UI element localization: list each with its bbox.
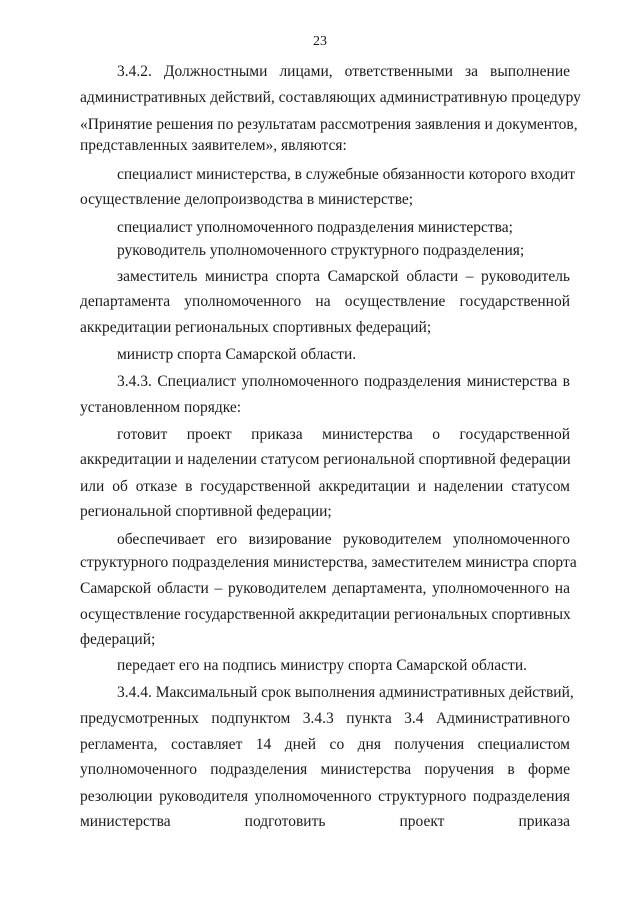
- text-line: осуществление государственной аккредитации региональных спортивных: [80, 606, 571, 623]
- text-line: административных действий, составляющих административную процедуру: [80, 89, 581, 106]
- text-line: осуществление делопроизводства в министерстве;: [80, 191, 414, 208]
- word: приказа: [518, 813, 570, 830]
- text-line: министр спорта Самарской области.: [117, 346, 357, 363]
- text-line: предусмотренных подпунктом 3.4.3 пункта 3.4 Административного: [80, 710, 570, 727]
- text-line: аккредитации и наделении статусом региональной спортивной федерации: [80, 451, 571, 468]
- text-line: резолюции руководителя уполномоченного структурного подразделения: [80, 788, 570, 805]
- text-line: готовит проект приказа министерства о государственной: [117, 426, 570, 443]
- text-line: обеспечивает его визирование руководителем уполномоченного: [117, 531, 570, 548]
- text-line: аккредитации региональных спортивных федераций;: [80, 319, 432, 336]
- text-line: представленных заявителем», являются:: [80, 137, 347, 154]
- word: министерства: [80, 813, 171, 830]
- page-number: 23: [313, 34, 327, 49]
- text-line: передает его на подпись министру спорта Самарской области.: [117, 657, 527, 674]
- text-line: специалист министерства, в служебные обязанности которого входит: [117, 166, 576, 183]
- text-line: структурного подразделения министерства, заместителем министра спорта: [80, 554, 577, 571]
- text-line: [80, 812, 570, 832]
- text-line: руководитель уполномоченного структурного подразделения;: [117, 242, 525, 259]
- text-line: или об отказе в государственной аккредитации и наделении статусом: [80, 478, 570, 495]
- text-line: 3.4.4. Максимальный срок выполнения административных действий,: [117, 684, 574, 701]
- text-line: регламента, составляет 14 дней со дня получения специалистом: [80, 736, 570, 753]
- text-line: «Принятие решения по результатам рассмотрения заявления и документов,: [80, 116, 578, 133]
- text-line: региональной спортивной федерации;: [80, 503, 332, 520]
- text-line: установленном порядке:: [80, 399, 242, 416]
- text-line: специалист уполномоченного подразделения министерства;: [117, 219, 513, 236]
- word: проект: [399, 813, 445, 830]
- text-line: заместитель министра спорта Самарской области – руководитель: [117, 268, 570, 285]
- text-line: уполномоченного подразделения министерства поручения в форме: [80, 761, 570, 778]
- text-line: федераций;: [80, 631, 156, 648]
- text-line: департамента уполномоченного на осуществление государственной: [80, 293, 570, 310]
- word: подготовить: [244, 813, 326, 830]
- text-line: 3.4.2. Должностными лицами, ответственными за выполнение: [117, 63, 570, 80]
- text-line: 3.4.3. Специалист уполномоченного подразделения министерства в: [117, 373, 570, 390]
- text-line: Самарской области – руководителем департамента, уполномоченного на: [80, 580, 570, 597]
